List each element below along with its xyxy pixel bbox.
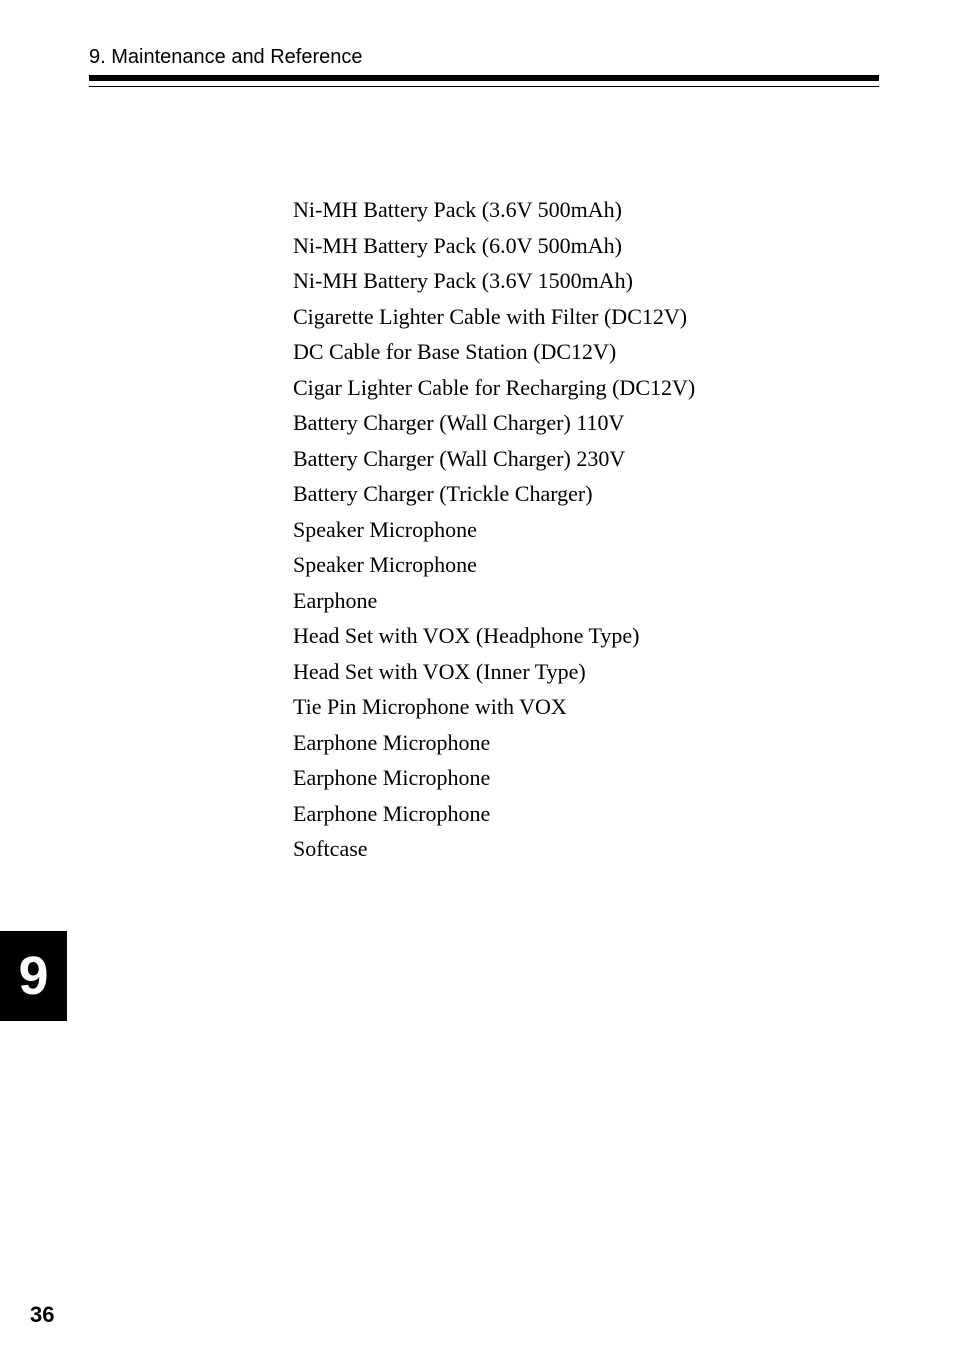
- list-item: Battery Charger (Trickle Charger): [293, 481, 593, 506]
- list-item: DC Cable for Base Station (DC12V): [293, 339, 617, 364]
- chapter-tab: 9: [0, 931, 67, 1021]
- list-item: Speaker Microphone: [293, 516, 477, 542]
- list-item: Head Set with VOX (Headphone Type): [293, 623, 640, 648]
- page-number: 36: [30, 1302, 55, 1327]
- header-rule-thick: [89, 75, 879, 81]
- section-header-title: 9. Maintenance and Reference: [89, 46, 363, 68]
- list-item: Earphone Microphone: [293, 800, 491, 826]
- list-item: Ni-MH Battery Pack (6.0V 500mAh): [293, 232, 622, 258]
- accessory-list: [293, 192, 695, 867]
- list-item: Battery Charger (Wall Charger) 110V: [293, 410, 625, 435]
- list-item: Head Set with VOX (Inner Type): [293, 658, 586, 684]
- list-item: Tie Pin Microphone with VOX: [293, 694, 567, 719]
- list-item: Earphone Microphone: [293, 765, 491, 790]
- list-item: Ni-MH Battery Pack (3.6V 1500mAh): [293, 268, 633, 293]
- list-item: Battery Charger (Wall Charger) 230V: [293, 445, 626, 471]
- list-item: Speaker Microphone: [293, 552, 477, 577]
- list-item: Earphone Microphone: [293, 729, 491, 755]
- list-item: Earphone: [293, 587, 378, 613]
- list-item: Ni-MH Battery Pack (3.6V 500mAh): [293, 197, 622, 222]
- header-rule-thin: [89, 86, 879, 87]
- list-item: Cigar Lighter Cable for Recharging (DC12V): [293, 374, 696, 400]
- list-item: Softcase: [293, 836, 368, 861]
- list-item: Cigarette Lighter Cable with Filter (DC12V): [293, 303, 688, 329]
